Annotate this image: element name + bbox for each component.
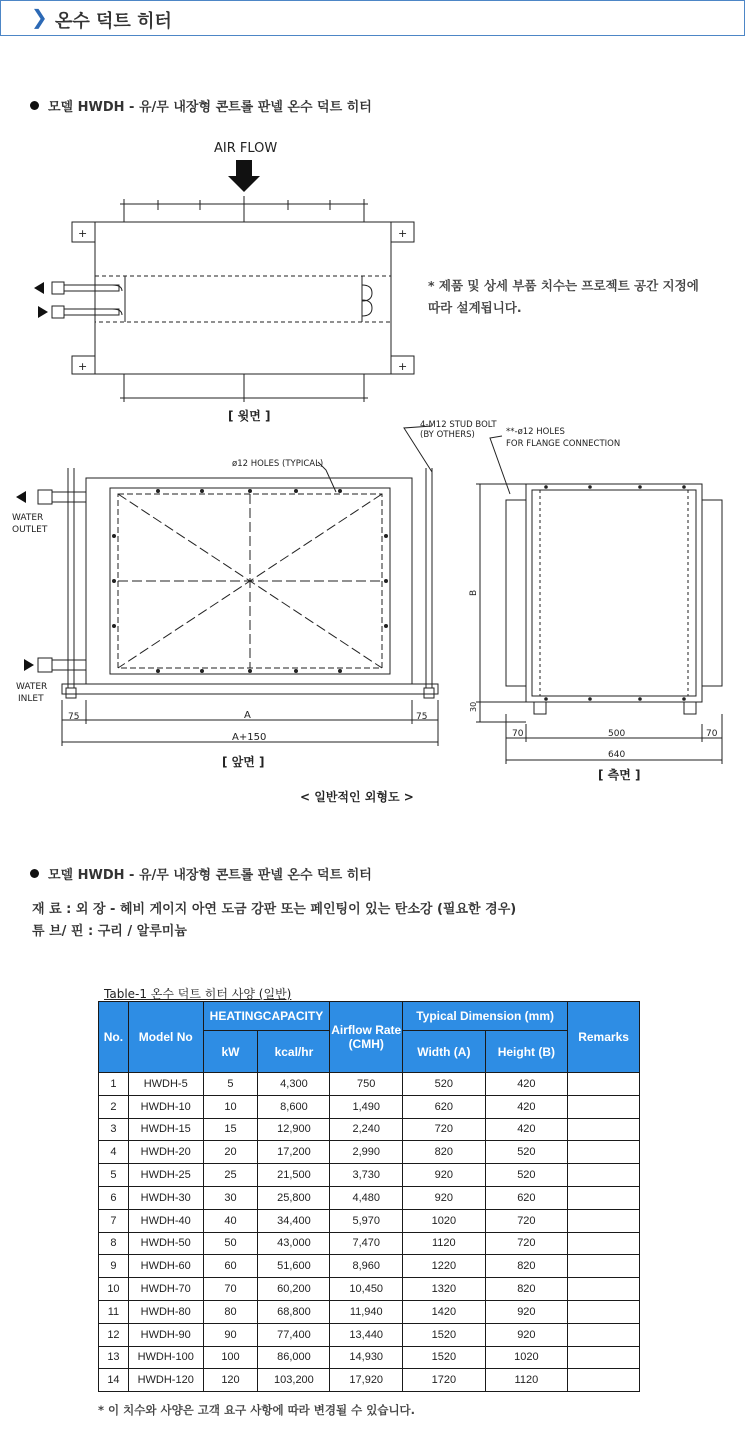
cell-height: 920	[485, 1300, 568, 1323]
th-dimension: Typical Dimension (mm)	[403, 1002, 568, 1031]
table-row	[99, 1095, 640, 1118]
cell-no: 5	[99, 1164, 129, 1187]
th-height: Height (B)	[485, 1031, 568, 1073]
cell-width: 1720	[403, 1369, 486, 1392]
dim-70-left: 70	[512, 729, 524, 739]
cell-width: 1520	[403, 1323, 486, 1346]
top-view	[52, 160, 414, 402]
cell-kw: 40	[203, 1209, 258, 1232]
cell-width: 1020	[403, 1209, 486, 1232]
th-no: No.	[99, 1002, 129, 1073]
table-row	[99, 1232, 640, 1255]
cell-model: HWDH-50	[128, 1232, 203, 1255]
cell-width: 1520	[403, 1346, 486, 1369]
cell-width: 920	[403, 1186, 486, 1209]
material-line: 재 료 : 외 장 - 헤비 게이지 아연 도금 강판 또는 페인팅이 있는 탄소강 (필요한 경우)	[32, 902, 517, 917]
table-row	[99, 1300, 640, 1323]
cell-airflow: 7,470	[330, 1232, 403, 1255]
cell-kw: 70	[203, 1278, 258, 1301]
cell-kcal: 4,300	[258, 1073, 330, 1096]
cell-airflow: 14,930	[330, 1346, 403, 1369]
cell-airflow: 1,490	[330, 1095, 403, 1118]
air-flow-label: AIR FLOW	[214, 141, 278, 156]
cell-remarks	[568, 1073, 640, 1096]
top-view-caption: [ 윗면 ]	[228, 409, 271, 423]
cell-no: 3	[99, 1118, 129, 1141]
water-inlet-label-1: WATER	[16, 682, 48, 692]
cell-airflow: 2,990	[330, 1141, 403, 1164]
cell-kw: 80	[203, 1300, 258, 1323]
cell-kcal: 34,400	[258, 1209, 330, 1232]
svg-text:+: +	[398, 227, 408, 240]
cell-width: 1320	[403, 1278, 486, 1301]
table-row	[99, 1278, 640, 1301]
stud-bolt-label: 4-M12 STUD BOLT	[420, 420, 497, 430]
cell-width: 520	[403, 1073, 486, 1096]
th-kcal: kcal/hr	[258, 1031, 330, 1073]
dim-a: A	[244, 710, 251, 721]
cell-model: HWDH-120	[128, 1369, 203, 1392]
table-caption: Table-1 온수 덕트 히터 사양 (일반)	[104, 987, 292, 1001]
cell-kcal: 43,000	[258, 1232, 330, 1255]
cell-remarks	[568, 1118, 640, 1141]
cell-no: 11	[99, 1300, 129, 1323]
cell-width: 920	[403, 1164, 486, 1187]
cell-kw: 15	[203, 1118, 258, 1141]
water-outlet-label-1: WATER	[12, 513, 44, 523]
table-row	[99, 1369, 640, 1392]
table-row	[99, 1141, 640, 1164]
flange-holes-label: **-ø12 HOLES	[506, 427, 565, 437]
th-heating: HEATINGCAPACITY	[203, 1002, 330, 1031]
table-row	[99, 1118, 640, 1141]
cell-width: 720	[403, 1118, 486, 1141]
page-title: 온수 덕트 히터	[55, 11, 172, 32]
cell-kw: 30	[203, 1186, 258, 1209]
tube-line: 튜 브/ 핀 : 구리 / 알루미늄	[32, 924, 187, 939]
cell-airflow: 4,480	[330, 1186, 403, 1209]
side-view	[404, 426, 722, 764]
svg-text:+: +	[398, 360, 408, 373]
cell-model: HWDH-20	[128, 1141, 203, 1164]
cell-kcal: 103,200	[258, 1369, 330, 1392]
th-model: Model No	[128, 1002, 203, 1073]
cell-height: 520	[485, 1141, 568, 1164]
page-header	[0, 0, 745, 36]
table-row	[99, 1209, 640, 1232]
cell-no: 14	[99, 1369, 129, 1392]
cell-remarks	[568, 1278, 640, 1301]
th-airflow: Airflow Rate (CMH)	[330, 1002, 403, 1073]
cell-kw: 5	[203, 1073, 258, 1096]
cell-width: 1220	[403, 1255, 486, 1278]
cell-kcal: 77,400	[258, 1323, 330, 1346]
cell-kw: 50	[203, 1232, 258, 1255]
cell-no: 1	[99, 1073, 129, 1096]
cell-kcal: 51,600	[258, 1255, 330, 1278]
section1-bullet-text: 모델 HWDH - 유/무 내장형 콘트롤 판넬 온수 덕트 히터	[48, 100, 372, 115]
cell-remarks	[568, 1141, 640, 1164]
cell-airflow: 8,960	[330, 1255, 403, 1278]
dim-70-right: 70	[706, 729, 718, 739]
cell-no: 10	[99, 1278, 129, 1301]
cell-height: 820	[485, 1255, 568, 1278]
cell-model: HWDH-70	[128, 1278, 203, 1301]
water-outlet-label-2: OUTLET	[12, 525, 48, 535]
cell-height: 1020	[485, 1346, 568, 1369]
cell-height: 920	[485, 1323, 568, 1346]
bullet-dot-icon	[30, 101, 39, 110]
dim-b: B	[469, 589, 479, 596]
cell-no: 8	[99, 1232, 129, 1255]
section2-bullet-text: 모델 HWDH - 유/무 내장형 콘트롤 판넬 온수 덕트 히터	[48, 868, 372, 883]
cell-width: 820	[403, 1141, 486, 1164]
note-line-1: * 제품 및 상세 부품 치수는 프로젝트 공간 지정에	[428, 278, 699, 293]
cell-height: 420	[485, 1073, 568, 1096]
cell-height: 820	[485, 1278, 568, 1301]
cell-kcal: 17,200	[258, 1141, 330, 1164]
holes-typical-label: ø12 HOLES (TYPICAL)	[232, 459, 324, 469]
dim-75-right: 75	[416, 712, 428, 722]
front-view-caption: [ 앞면 ]	[222, 755, 265, 769]
svg-text:+: +	[78, 227, 88, 240]
note-line-2: 따라 설계됩니다.	[428, 300, 522, 315]
cell-model: HWDH-5	[128, 1073, 203, 1096]
cell-airflow: 750	[330, 1073, 403, 1096]
cell-kw: 100	[203, 1346, 258, 1369]
cell-no: 7	[99, 1209, 129, 1232]
footnote: * 이 치수와 사양은 고객 요구 사항에 따라 변경될 수 있습니다.	[98, 1403, 416, 1417]
th-kw: kW	[203, 1031, 258, 1073]
cell-kcal: 68,800	[258, 1300, 330, 1323]
cell-model: HWDH-25	[128, 1164, 203, 1187]
dim-640: 640	[608, 750, 626, 760]
by-others-label: (BY OTHERS)	[420, 430, 475, 440]
dim-30: 30	[469, 701, 478, 712]
table-row	[99, 1323, 640, 1346]
cell-no: 12	[99, 1323, 129, 1346]
flange-connection-label: FOR FLANGE CONNECTION	[506, 439, 621, 449]
spec-table-body	[99, 1073, 640, 1392]
cell-remarks	[568, 1323, 640, 1346]
cell-height: 520	[485, 1164, 568, 1187]
chevron-right-icon: ❯	[31, 5, 48, 29]
air-flow-arrow-icon	[228, 160, 260, 192]
cell-model: HWDH-60	[128, 1255, 203, 1278]
cell-airflow: 11,940	[330, 1300, 403, 1323]
cell-no: 9	[99, 1255, 129, 1278]
dim-75-left: 75	[68, 712, 80, 722]
cell-kcal: 60,200	[258, 1278, 330, 1301]
spec-table	[98, 1001, 640, 1392]
cell-kcal: 12,900	[258, 1118, 330, 1141]
cell-model: HWDH-10	[128, 1095, 203, 1118]
cell-width: 620	[403, 1095, 486, 1118]
table-row	[99, 1346, 640, 1369]
cell-kw: 90	[203, 1323, 258, 1346]
cell-remarks	[568, 1369, 640, 1392]
cell-height: 620	[485, 1186, 568, 1209]
cell-remarks	[568, 1164, 640, 1187]
cell-remarks	[568, 1209, 640, 1232]
table-row	[99, 1255, 640, 1278]
water-inlet-label-2: INLET	[18, 694, 44, 704]
cell-remarks	[568, 1300, 640, 1323]
table-row	[99, 1186, 640, 1209]
cell-airflow: 10,450	[330, 1278, 403, 1301]
cell-height: 720	[485, 1209, 568, 1232]
cell-width: 1120	[403, 1232, 486, 1255]
cell-kcal: 8,600	[258, 1095, 330, 1118]
dim-500: 500	[608, 729, 626, 739]
cell-no: 6	[99, 1186, 129, 1209]
section2-bullet	[30, 864, 372, 883]
cell-remarks	[568, 1255, 640, 1278]
bullet-dot-icon	[30, 869, 39, 878]
dim-a-plus-150: A+150	[232, 732, 267, 743]
cell-remarks	[568, 1346, 640, 1369]
cell-airflow: 5,970	[330, 1209, 403, 1232]
general-drawing-caption: < 일반적인 외형도 >	[300, 790, 414, 804]
cell-airflow: 13,440	[330, 1323, 403, 1346]
cell-height: 420	[485, 1118, 568, 1141]
technical-drawing	[0, 130, 745, 810]
cell-no: 4	[99, 1141, 129, 1164]
front-view	[38, 468, 438, 746]
cell-height: 720	[485, 1232, 568, 1255]
cell-remarks	[568, 1095, 640, 1118]
cell-width: 1420	[403, 1300, 486, 1323]
table-row	[99, 1073, 640, 1096]
cell-kw: 120	[203, 1369, 258, 1392]
cell-kcal: 86,000	[258, 1346, 330, 1369]
cell-no: 13	[99, 1346, 129, 1369]
cell-airflow: 17,920	[330, 1369, 403, 1392]
cell-model: HWDH-100	[128, 1346, 203, 1369]
cell-model: HWDH-40	[128, 1209, 203, 1232]
cell-airflow: 3,730	[330, 1164, 403, 1187]
cell-no: 2	[99, 1095, 129, 1118]
section1-bullet	[30, 96, 372, 115]
cell-kw: 25	[203, 1164, 258, 1187]
th-width: Width (A)	[403, 1031, 486, 1073]
side-view-caption: [ 측면 ]	[598, 768, 641, 782]
cell-model: HWDH-80	[128, 1300, 203, 1323]
cell-model: HWDH-90	[128, 1323, 203, 1346]
cell-remarks	[568, 1186, 640, 1209]
cell-kcal: 25,800	[258, 1186, 330, 1209]
cell-airflow: 2,240	[330, 1118, 403, 1141]
cell-height: 1120	[485, 1369, 568, 1392]
cell-kw: 10	[203, 1095, 258, 1118]
cell-kw: 20	[203, 1141, 258, 1164]
cell-kcal: 21,500	[258, 1164, 330, 1187]
cell-kw: 60	[203, 1255, 258, 1278]
cell-remarks	[568, 1232, 640, 1255]
cell-model: HWDH-15	[128, 1118, 203, 1141]
table-row	[99, 1164, 640, 1187]
th-remarks: Remarks	[568, 1002, 640, 1073]
cell-height: 420	[485, 1095, 568, 1118]
svg-text:+: +	[78, 360, 88, 373]
cell-model: HWDH-30	[128, 1186, 203, 1209]
